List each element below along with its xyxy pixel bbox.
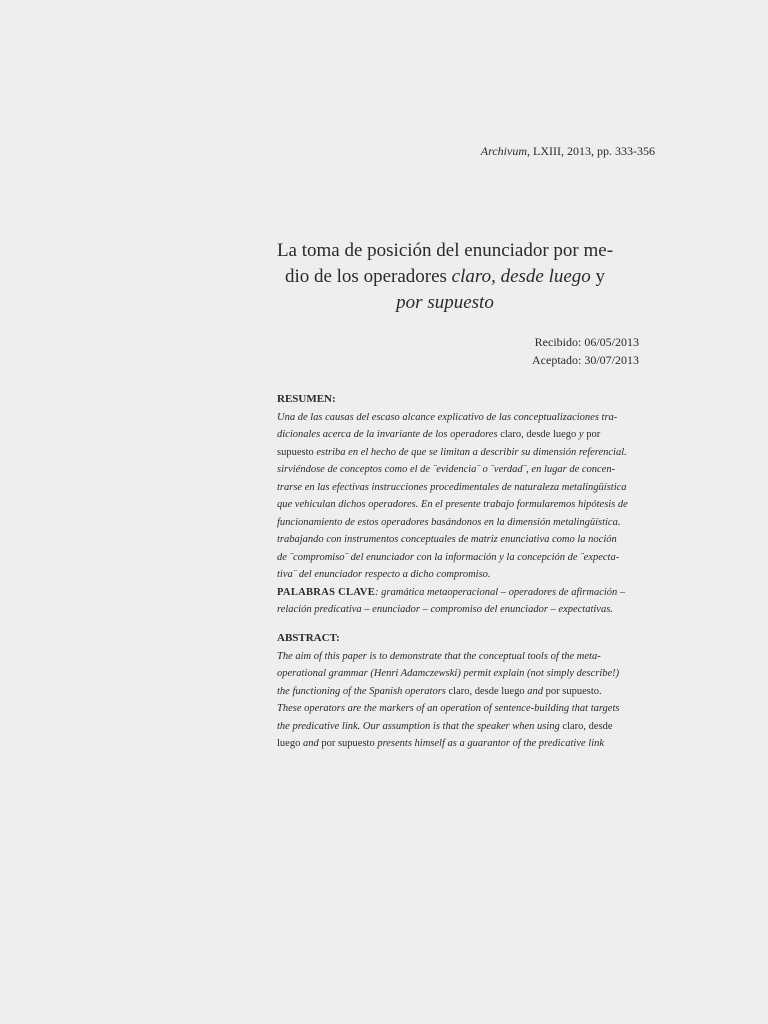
- resumen-line: [277, 566, 637, 584]
- title-line-2-suffix: y: [590, 266, 606, 287]
- text-segment: funcionamiento de estos operadores basándonos en la dimensión metalingüística.: [277, 516, 621, 528]
- operator-term: claro, desde: [562, 720, 613, 732]
- text-segment: The aim of this paper is to demonstrate that the conceptual tools of the meta-: [277, 650, 601, 662]
- text-segment: estriba en el hecho de que se limitan a describir su dimensión referencial.: [313, 446, 627, 458]
- resumen-line: [277, 479, 637, 497]
- title-line-2-prefix: dio de los operadores: [284, 266, 452, 287]
- resumen-body: [277, 409, 637, 584]
- journal-name: Archivum: [480, 144, 528, 158]
- operator-term: por supuesto.: [545, 685, 602, 697]
- submission-dates: [532, 333, 639, 369]
- abstract-line: [277, 718, 637, 736]
- citation-details: , LXIII, 2013, pp. 333-356: [527, 144, 655, 158]
- abstract-section: [277, 630, 637, 753]
- operator-term: claro, desde luego: [500, 429, 577, 440]
- keywords-text-1: : gramática metaoperacional – operadores de afirmación –: [375, 586, 626, 598]
- abstract-line: [277, 665, 637, 683]
- operator-term: claro, desde luego: [448, 685, 525, 697]
- text-segment: que vehiculan dichos operadores. En el presente trabajo formularemos hipótesis de: [277, 499, 628, 510]
- title-line-2: [250, 264, 640, 290]
- keywords-label: PALABRAS CLAVE: [277, 586, 376, 598]
- resumen-line: [277, 426, 637, 444]
- title-line-2-italic: claro, desde luego: [451, 266, 591, 287]
- abstract-heading: ABSTRACT:: [277, 632, 340, 644]
- abstract-line: [277, 700, 637, 718]
- abstract-line: [277, 735, 637, 753]
- resumen-line: [277, 444, 637, 462]
- abstract-line: [277, 683, 637, 701]
- operator-term: por supuesto: [321, 738, 375, 749]
- article-title: [250, 238, 640, 316]
- text-segment: presents himself as a guarantor of the predicative link: [374, 738, 605, 749]
- resumen-line: [277, 549, 637, 567]
- journal-citation: [481, 144, 655, 159]
- abstract-body: [277, 648, 637, 753]
- text-segment: trabajando con instrumentos conceptuales de matriz enunciativa como la noción: [277, 534, 617, 545]
- keywords-line-2: relación predicativa – enunciador – compromiso del enunciador – expectativas.: [277, 604, 613, 615]
- abstract-line: [277, 648, 637, 666]
- operator-term: por: [586, 429, 601, 440]
- title-line-3-italic: por supuesto: [396, 292, 494, 313]
- title-line-1: La toma de posición del enunciador por me-: [276, 240, 614, 261]
- received-date: Recibido: 06/05/2013: [534, 335, 639, 349]
- text-segment: y: [576, 429, 587, 440]
- resumen-line: [277, 461, 637, 479]
- resumen-heading: RESUMEN:: [277, 393, 336, 405]
- resumen-section: [277, 391, 637, 619]
- text-segment: operational grammar (Henri Adamczewski) permit explain (not simply describe!): [277, 668, 620, 679]
- text-segment: tiva¨ del enunciador respecto a dicho compromiso.: [277, 569, 491, 580]
- text-segment: the functioning of the Spanish operators: [277, 685, 449, 697]
- text-segment: and: [300, 738, 322, 749]
- text-segment: These operators are the markers of an operation of sentence-building that targets: [277, 703, 620, 714]
- resumen-line: [277, 409, 637, 427]
- text-segment: and: [524, 685, 546, 697]
- text-segment: the predicative link. Our assumption is that the speaker when using: [277, 720, 563, 732]
- text-segment: Una de las causas del escaso alcance explicativo de las conceptualizaciones tra-: [277, 411, 618, 423]
- resumen-line: [277, 496, 637, 514]
- operator-term: luego: [277, 738, 301, 749]
- text-segment: dicionales acerca de la invariante de los operadores: [277, 429, 501, 440]
- text-segment: sirviéndose de conceptos como el de ¨evidencia¨ o ¨verdad¨, en lugar de concen-: [277, 464, 616, 475]
- text-segment: trarse en las efectivas instrucciones procedimentales de naturaleza metalingüística: [277, 481, 627, 493]
- resumen-line: [277, 514, 637, 532]
- keywords-line-1: [277, 584, 637, 602]
- title-line-3: [250, 290, 640, 316]
- resumen-line: [277, 531, 637, 549]
- operator-term: supuesto: [277, 446, 314, 458]
- text-segment: de ¨compromiso¨ del enunciador con la información y la concepción de ¨expecta-: [277, 551, 620, 563]
- accepted-date: Aceptado: 30/07/2013: [532, 353, 639, 367]
